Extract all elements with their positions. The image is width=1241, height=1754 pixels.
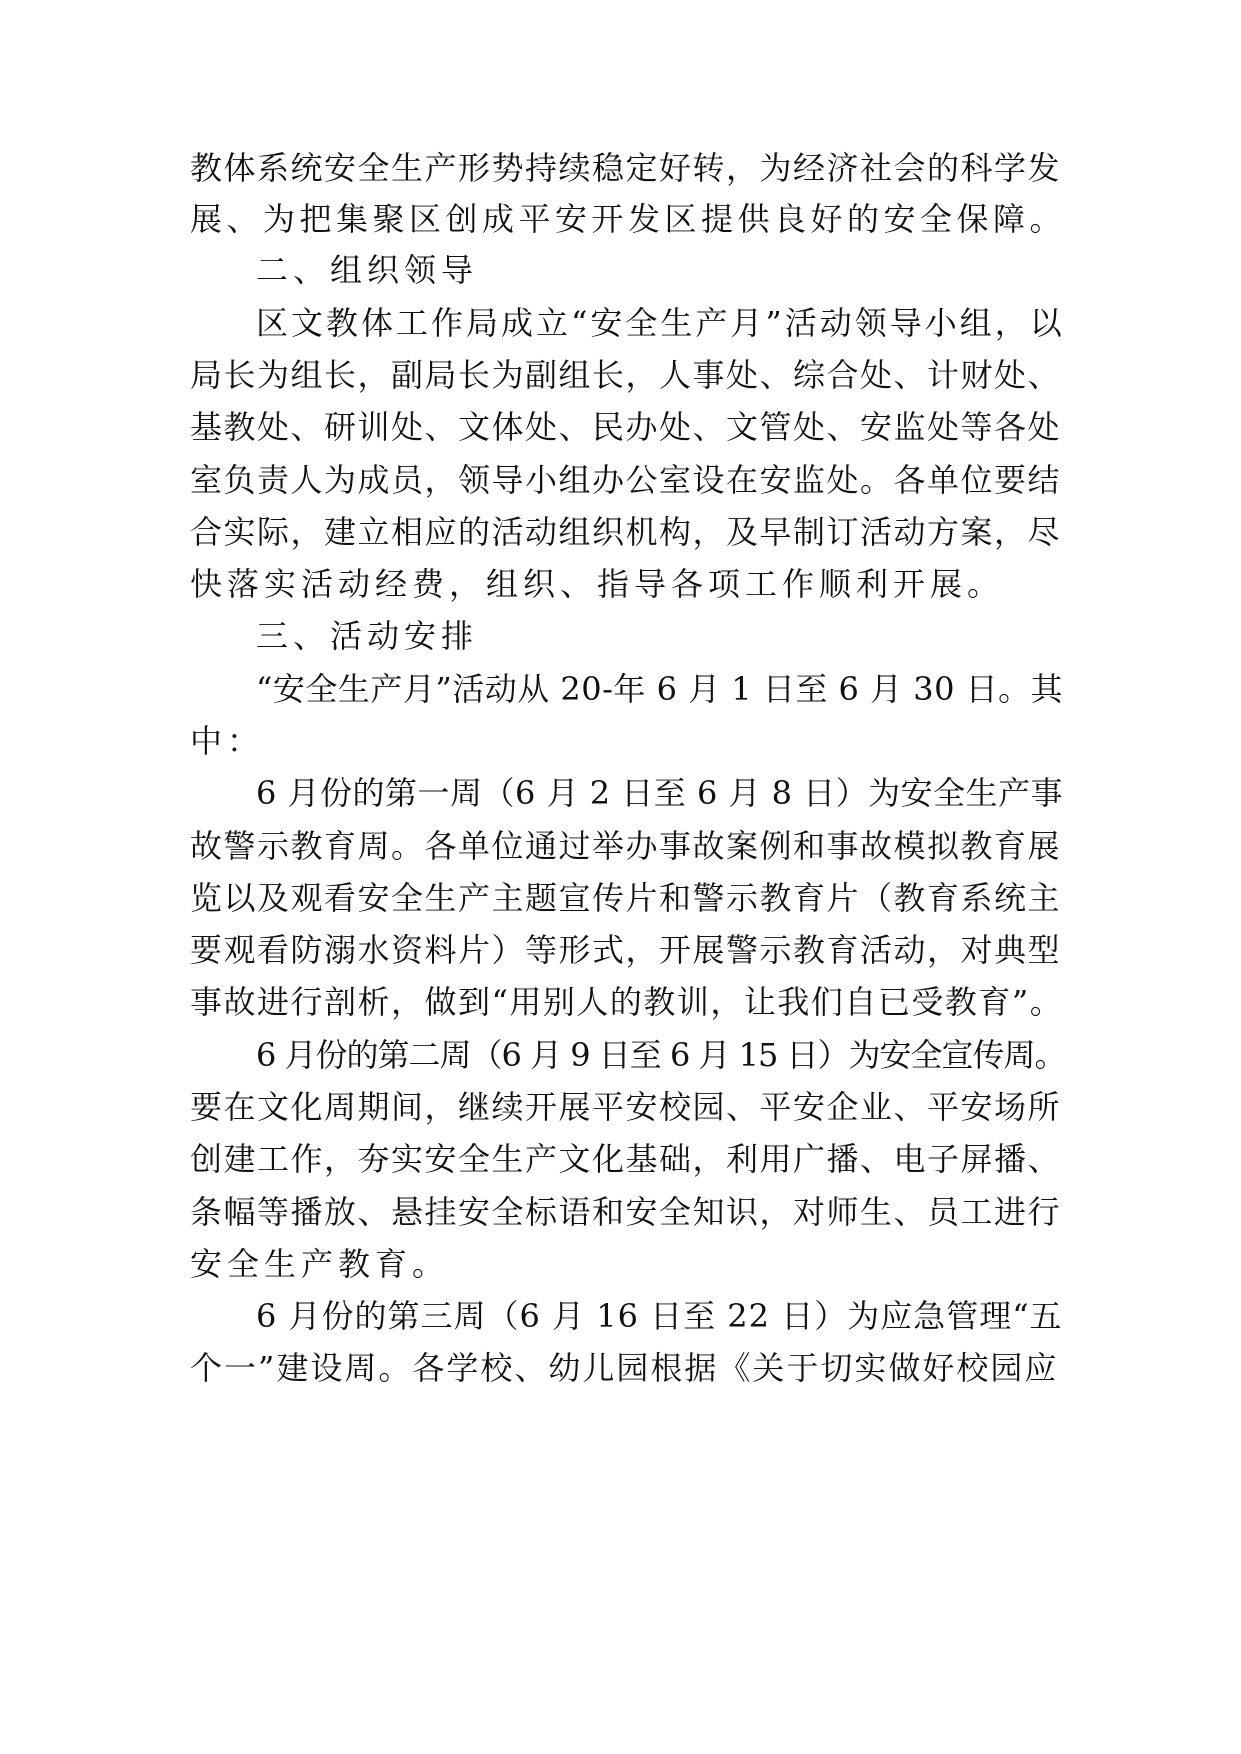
- paragraph-line: 创建工作，夯实安全生产文化基础，利用广播、电子屏播、: [190, 1140, 1062, 1178]
- paragraph-line: 览以及观看安全生产主题宣传片和警示教育片（教育系统主: [190, 879, 1062, 917]
- paragraph-line: 室负责人为成员，领导小组办公室设在安监处。各单位要结: [190, 461, 1062, 499]
- paragraph-line: 教体系统安全生产形势持续稳定好转，为经济社会的科学发: [190, 149, 1062, 187]
- paragraph-line: 中：: [190, 722, 265, 760]
- section-heading: 三、活动安排: [256, 617, 479, 655]
- paragraph-line: 6 月份的第二周（6 月 9 日至 6 月 15 日）为安全宣传周。: [256, 1036, 1066, 1074]
- paragraph-line: 6 月份的第三周（6 月 16 日至 22 日）为应急管理“五: [256, 1297, 1063, 1335]
- paragraph-line: 事故进行剖析，做到“用别人的教训，让我们自已受教育”。: [190, 983, 1064, 1021]
- paragraph-line: 合实际，建立相应的活动组织机构，及早制订活动方案，尽: [190, 513, 1062, 551]
- paragraph-line: 6 月份的第一周（6 月 2 日至 6 月 8 日）为安全生产事: [256, 774, 1064, 812]
- paragraph-line: 个一”建设周。各学校、幼儿园根据《关于切实做好校园应: [190, 1349, 1059, 1387]
- paragraph-line: 区文教体工作局成立“安全生产月”活动领导小组，以: [256, 304, 1065, 342]
- paragraph-line: 局长为组长，副局长为副组长，人事处、综合处、计财处、: [190, 356, 1062, 394]
- paragraph-line: 要在文化周期间，继续开展平安校园、平安企业、平安场所: [190, 1088, 1062, 1126]
- paragraph-line: 条幅等播放、悬挂安全标语和安全知识，对师生、员工进行: [190, 1193, 1062, 1231]
- section-heading: 二、组织领导: [256, 251, 479, 289]
- paragraph-line: 故警示教育周。各单位通过举办事故案例和事故模拟教育展: [190, 827, 1062, 865]
- paragraph-line: 基教处、研训处、文体处、民办处、文管处、安监处等各处: [190, 408, 1062, 446]
- paragraph-line: 展、为把集聚区创成平安开发区提供良好的安全保障。: [190, 200, 1067, 238]
- paragraph-line: 安全生产教育。: [190, 1245, 450, 1283]
- paragraph-line: 快落实活动经费，组织、指导各项工作顺利开展。: [190, 565, 1005, 603]
- paragraph-line: “安全生产月”活动从 20-年 6 月 1 日至 6 月 30 日。其: [256, 670, 1064, 708]
- paragraph-line: 要观看防溺水资料片）等形式，开展警示教育活动，对典型: [190, 931, 1062, 969]
